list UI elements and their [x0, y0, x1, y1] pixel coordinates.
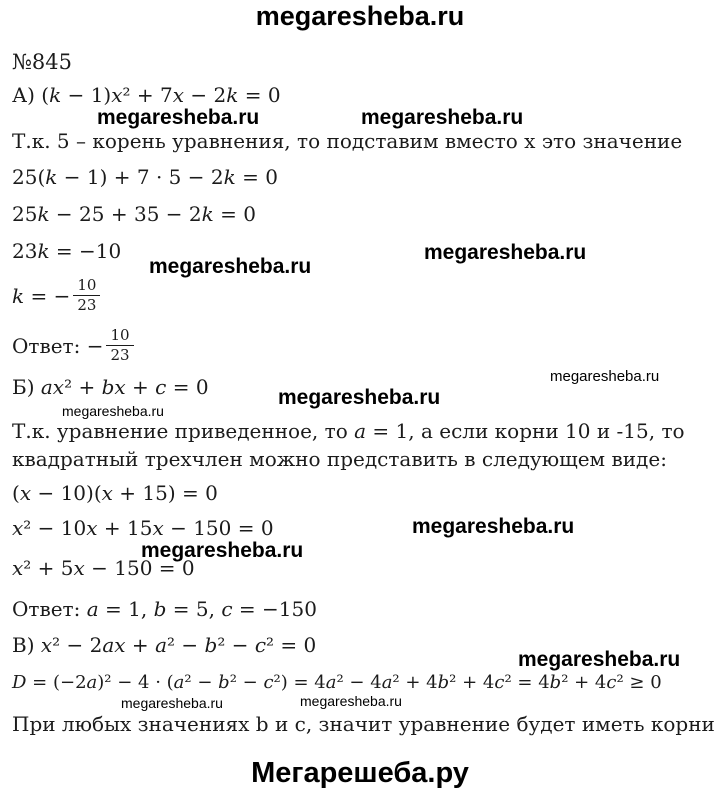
answer-a-fraction	[106, 327, 133, 365]
step-b-2: x² − 10x + 15x − 150 = 0	[12, 516, 274, 540]
result-a-prefix: k = −	[12, 283, 71, 308]
watermark: megaresheba.ru	[424, 241, 587, 264]
fraction-denominator: 23	[77, 296, 97, 315]
conclusion-line: При любых значениях b и c, значит уравнение будет иметь корни	[12, 712, 715, 736]
result-a	[12, 277, 100, 315]
watermark: megaresheba.ru	[361, 106, 524, 129]
watermark: megaresheba.ru	[149, 255, 312, 278]
problem-number: №845	[12, 50, 72, 74]
note-a: Т.к. 5 – корень уравнения, то подставим вместо х это значение	[12, 129, 683, 153]
watermark: megaresheba.ru	[62, 403, 164, 419]
discriminant-line: D = (−2a)² − 4 · (a² − b² − c²) = 4a² − 4a² + 4b² + 4c² = 4b² + 4c² ≥ 0	[12, 672, 662, 693]
watermark: megaresheba.ru	[300, 693, 402, 709]
step-b-1: (x − 10)(x + 15) = 0	[12, 481, 218, 505]
equation-a: А) (k − 1)x² + 7x − 2k = 0	[12, 83, 281, 107]
equation-b: Б) ax² + bx + c = 0	[12, 375, 209, 399]
answer-a-prefix: Ответ: −	[12, 333, 104, 358]
step-a-3: 23k = −10	[12, 239, 122, 263]
watermark: megaresheba.ru	[518, 648, 681, 671]
watermark: megaresheba.ru	[97, 106, 260, 129]
fraction-denominator: 23	[110, 346, 130, 365]
watermark: megaresheba.ru	[141, 539, 304, 562]
fraction-numerator: 10	[106, 327, 133, 346]
note-b-2: квадратный трехчлен можно представить в следующем виде:	[12, 447, 667, 471]
watermark: megaresheba.ru	[412, 515, 575, 538]
footer-brand: Мегарешеба.ру	[251, 757, 469, 789]
watermark: megaresheba.ru	[550, 368, 660, 385]
step-a-2: 25k − 25 + 35 − 2k = 0	[12, 202, 256, 226]
equation-v: В) x² − 2ax + a² − b² − c² = 0	[12, 633, 317, 657]
step-b-3: x² + 5x − 150 = 0	[12, 556, 195, 580]
result-a-fraction	[73, 277, 100, 315]
answer-b: Ответ: a = 1, b = 5, c = −150	[12, 597, 317, 621]
fraction-numerator: 10	[73, 277, 100, 296]
watermark: megaresheba.ru	[278, 386, 441, 409]
header-watermark: megaresheba.ru	[255, 1, 465, 31]
answer-a	[12, 327, 134, 365]
watermark: megaresheba.ru	[121, 695, 223, 711]
note-b-1: Т.к. уравнение приведенное, то a = 1, а если корни 10 и -15, то	[12, 419, 685, 443]
step-a-1: 25(k − 1) + 7 · 5 − 2k = 0	[12, 165, 278, 189]
